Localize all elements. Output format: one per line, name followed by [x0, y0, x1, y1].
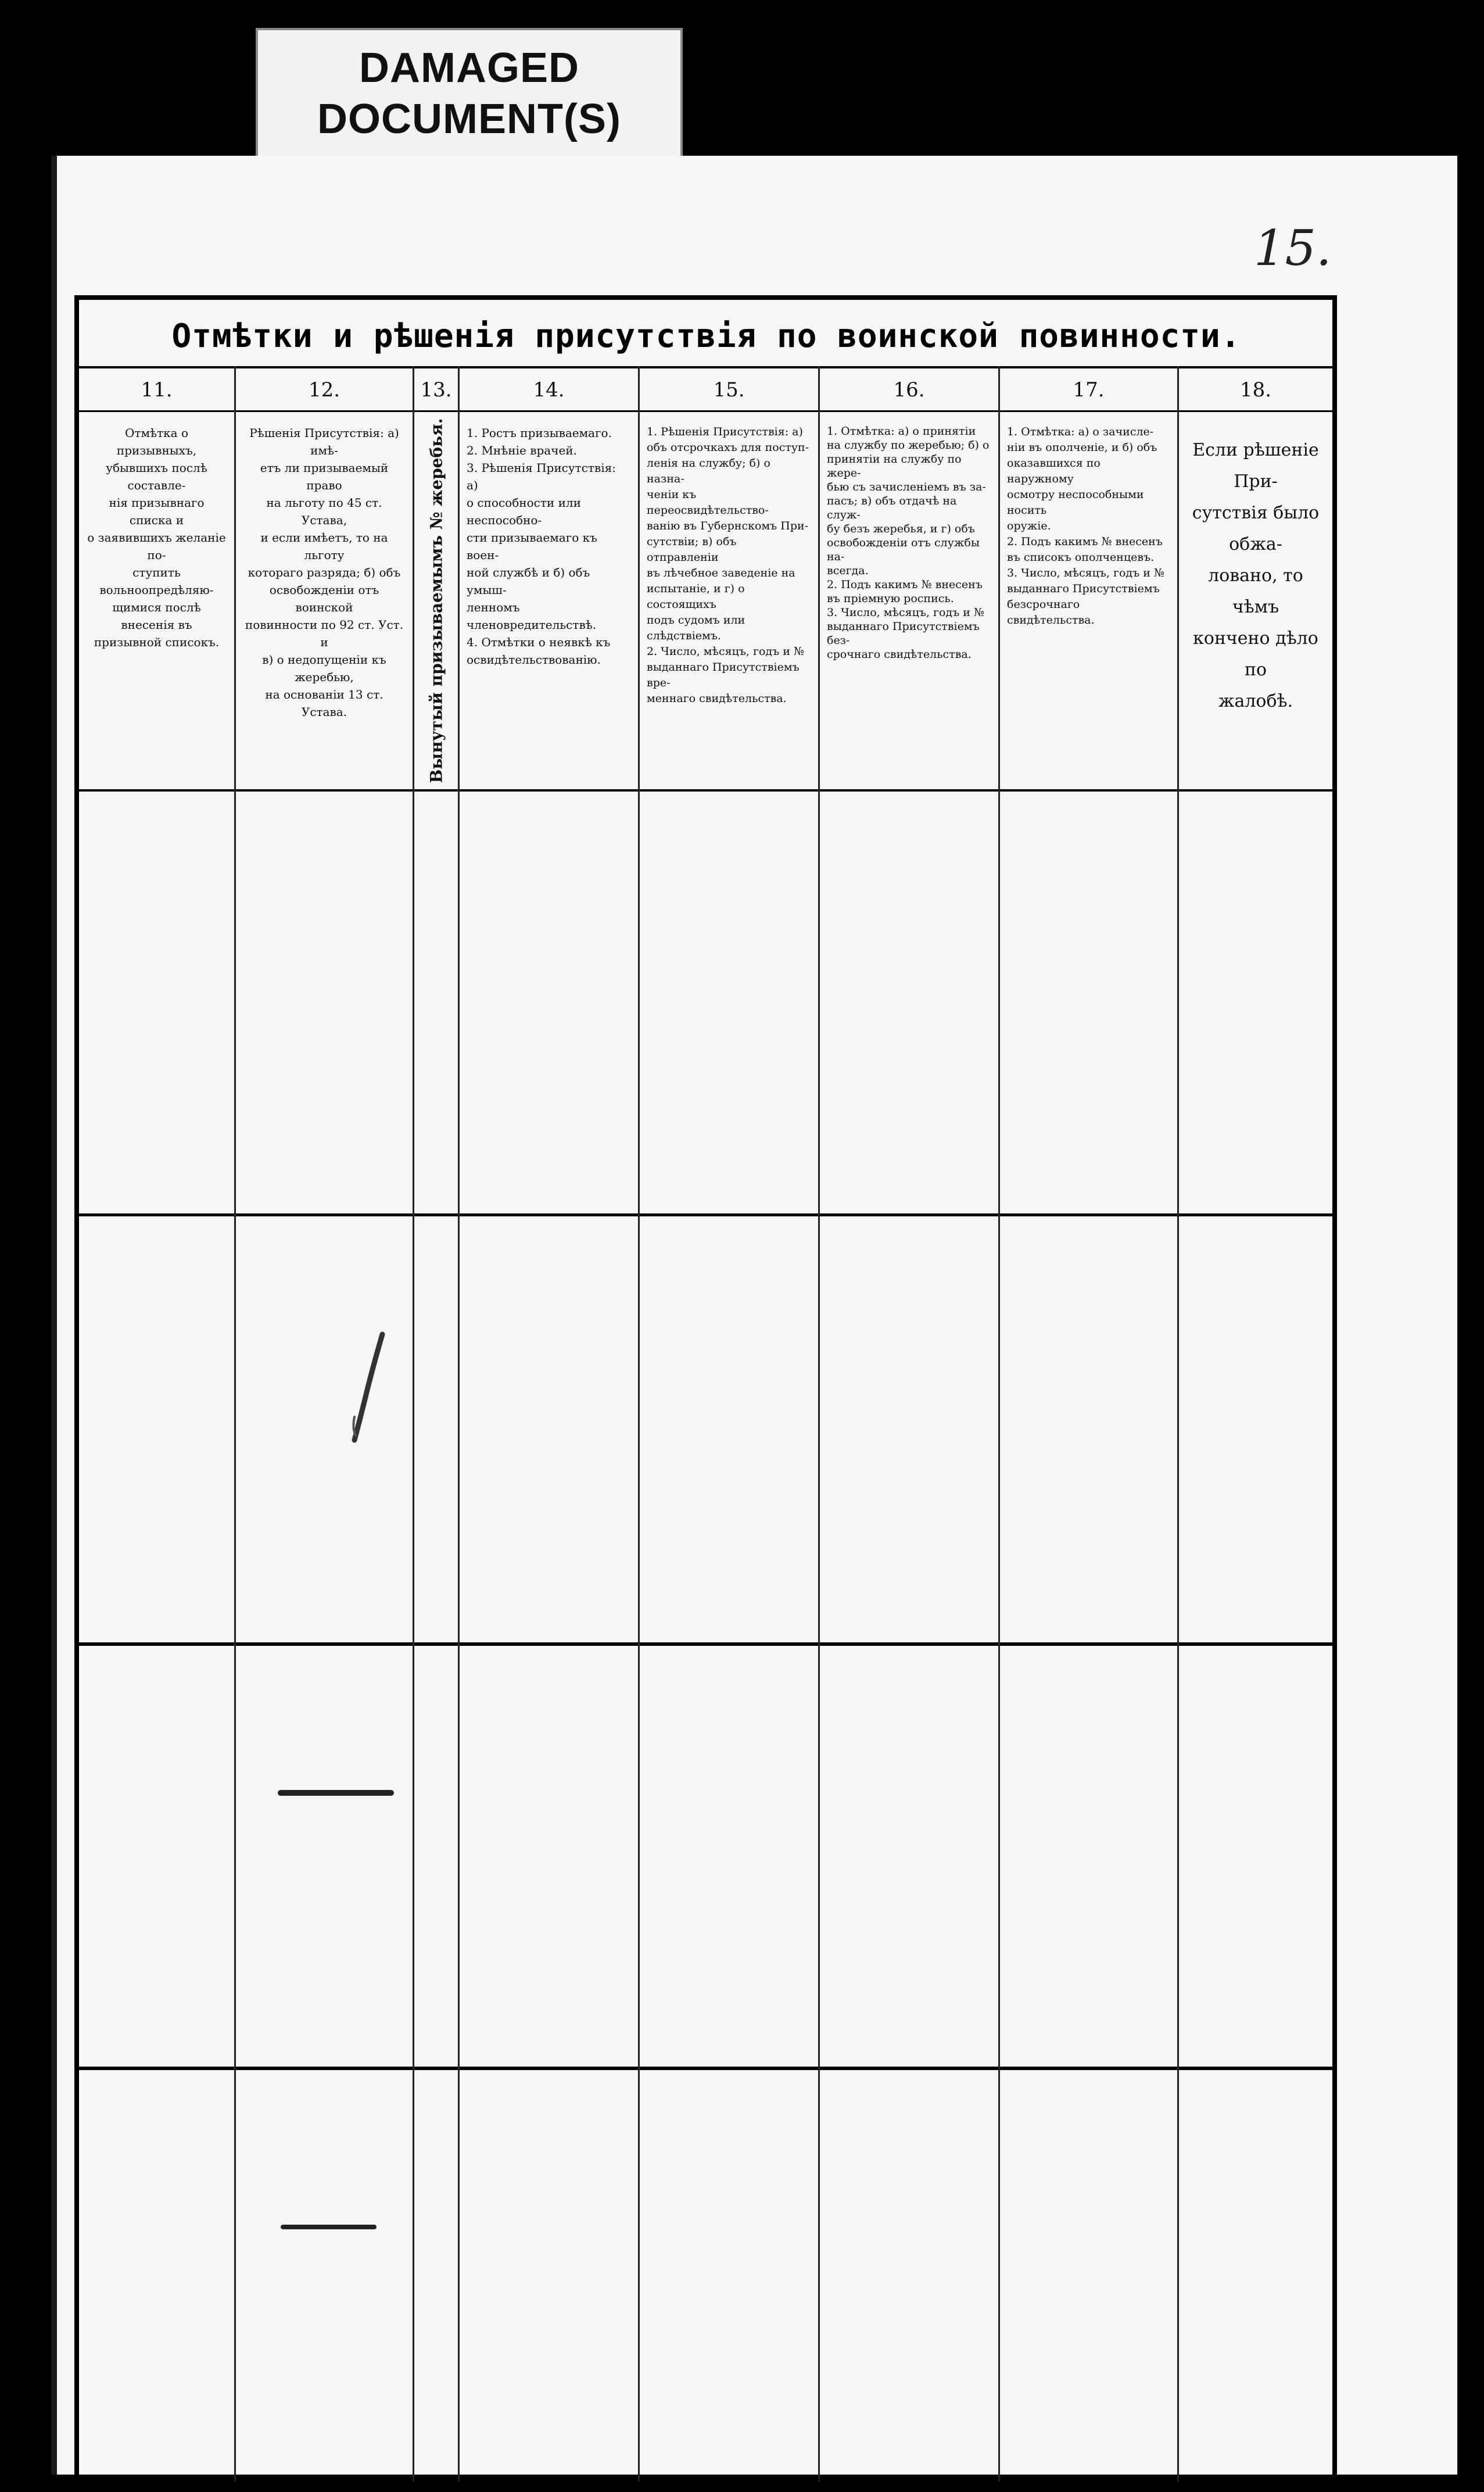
damaged-document-stamp [256, 28, 683, 159]
col-14-line: освидѣтельствованію. [467, 653, 601, 667]
col-14-header [460, 411, 638, 667]
col-16-line: 1. Отмѣтка: а) о принятіи [827, 425, 976, 438]
col-15-line: ванію въ Губернскомъ При- [647, 520, 809, 532]
col-17-line: въ списокъ ополченцевъ. [1007, 551, 1155, 564]
col-14-line: о способности или неспособно- [467, 496, 581, 527]
col-12-number: 12. [308, 378, 340, 402]
col-14-line: 4. Отмѣтки о неявкѣ къ [467, 635, 611, 649]
col-16-line: срочнаго свидѣтельства. [827, 648, 972, 661]
col-17-number: 17. [1073, 378, 1105, 402]
col-14-line: 1. Ростъ призываемаго. [467, 426, 612, 440]
col-divider-14-15 [638, 366, 640, 2482]
col-12-line: и если имѣетъ, то на льготу [260, 531, 388, 562]
col-12-line: котораго разряда; б) объ [248, 565, 401, 579]
col-16-line: освобожденіи отъ службы на- [827, 536, 980, 563]
stamp-line-2: DOCUMENT(S) [317, 95, 621, 142]
col-12-line: на льготу по 45 ст. Устава, [266, 496, 382, 527]
col-14-line: 2. Мнѣніе врачей. [467, 443, 577, 457]
col-16-line: на службу по жеребью; б) о [827, 439, 990, 452]
col-12-line: Рѣшенія Присутствія: а) имѣ- [249, 426, 399, 457]
col-16-line: всегда. [827, 564, 869, 577]
col-18-line: Если рѣшеніе При- [1192, 440, 1319, 492]
col-15-line: 1. Рѣшенія Присутствія: а) [647, 425, 803, 438]
col-17-line: безсрочнаго свидѣтельства. [1007, 598, 1095, 626]
header-divider [74, 789, 1337, 792]
col-18-header [1179, 411, 1332, 711]
col-16-line: пасъ; в) объ отдачѣ на служ- [827, 495, 957, 521]
table-right-border [1332, 295, 1337, 2475]
col-15-line: ленія на службу; б) о назна- [647, 457, 770, 485]
col-12-line: в) о недопущеніи къ жеребью, [262, 653, 386, 684]
col-18-line: кончено дѣло по [1193, 628, 1318, 680]
col-16-line: принятіи на службу по жере- [827, 453, 962, 479]
handwritten-one-mark [342, 1330, 394, 1446]
col-14-line: 3. Рѣшенія Присутствія: а) [467, 461, 616, 492]
col-17-line: 2. Подъ какимъ № внесенъ [1007, 535, 1163, 548]
col-11-line: призывной списокъ. [94, 635, 220, 649]
col-15-number: 15. [713, 378, 745, 402]
col-17-header [1000, 411, 1177, 626]
col-11-line: Отмѣтка о призывныхъ, [116, 426, 197, 457]
col-12-line: на основаніи 13 ст. Устава. [265, 688, 383, 719]
col-17-line: 3. Число, мѣсяцъ, годъ и № [1007, 567, 1164, 579]
col-17-line: выданнаго Присутствіемъ [1007, 582, 1160, 595]
col-15-line: сутствіи; в) объ отправленіи [647, 535, 737, 564]
row-divider-2 [74, 1642, 1337, 1646]
col-11-header [79, 411, 234, 649]
col-12-line: повинности по 92 ст. Уст. и [245, 618, 404, 649]
col-15-line: ченіи къ переосвидѣтельство- [647, 488, 769, 517]
col-16-line: 2. Подъ какимъ № внесенъ [827, 578, 983, 591]
col-11-line: ступить вольноопредѣляю- [99, 565, 214, 597]
col-divider-15-16 [818, 366, 820, 2482]
page-number: 15. [1254, 220, 1332, 277]
col-17-line: ніи въ ополченіе, и б) объ [1007, 441, 1157, 454]
col-12-header [236, 411, 413, 719]
col-15-line: испытаніе, и г) о состоящихъ [647, 582, 745, 611]
title-divider [74, 366, 1337, 368]
col-17-line: 1. Отмѣтка: а) о зачисле- [1007, 425, 1154, 438]
ledger-page [51, 156, 1457, 2475]
stamp-line-1: DAMAGED [359, 44, 579, 91]
col-11-line: убывшихъ послѣ составле- [106, 461, 207, 492]
col-17-line: осмотру неспособными носить [1007, 488, 1144, 517]
col-17-line: оружіе. [1007, 520, 1051, 532]
col-16-line: бу безъ жеребья, и г) объ [827, 522, 975, 535]
col-divider-16-17 [998, 366, 1000, 2482]
col-15-line: 2. Число, мѣсяцъ, годъ и № [647, 645, 804, 658]
col-divider-17-18 [1177, 366, 1179, 2482]
col-15-line: объ отсрочкахъ для поступ- [647, 441, 809, 454]
col-16-line: въ пріемную роспись. [827, 592, 954, 605]
col-11-line: о заявившихъ желаніе по- [87, 531, 226, 562]
handwritten-dash-row3 [278, 1790, 394, 1796]
col-13-header [414, 411, 459, 789]
col-15-line: меннаго свидѣтельства. [647, 692, 787, 705]
col-15-line: выданнаго Присутствіемъ вре- [647, 661, 800, 689]
col-17-line: оказавшихся по наружному [1007, 457, 1101, 485]
col-16-line: 3. Число, мѣсяцъ, годъ и № [827, 606, 984, 619]
col-13-number: 13. [420, 378, 452, 402]
col-15-line: въ лѣчебное заведеніе на [647, 567, 795, 579]
col-18-line: жалобѣ. [1218, 691, 1293, 711]
col-11-line: нія призывнаго списка и [109, 496, 205, 527]
col-14-number: 14. [533, 378, 565, 402]
col-13-vertical-text: Вынутый призываемымъ № жеребья. [426, 418, 446, 783]
col-16-header [820, 411, 998, 661]
col-divider-11-12 [234, 366, 236, 2482]
col-15-header [640, 411, 818, 705]
col-18-line: ловано, то чѣмъ [1208, 565, 1303, 617]
col-12-line: етъ ли призываемый право [260, 461, 389, 492]
col-14-line: сти призываемаго къ воен- [467, 531, 597, 562]
col-14-line: ной службѣ и б) объ умыш- [467, 565, 590, 597]
row-divider-1 [74, 1213, 1337, 1216]
col-12-line: освобожденіи отъ воинской [269, 583, 379, 614]
col-18-number: 18. [1239, 378, 1272, 402]
col-16-line: выданнаго Присутствіемъ без- [827, 620, 980, 647]
handwritten-dash-row4 [281, 2225, 377, 2229]
row-divider-3 [74, 2067, 1337, 2070]
table-title: Отмѣтки и рѣшенія присутствія по воинской повинности. [171, 317, 1241, 355]
col-14-line: ленномъ членовредительствѣ. [467, 600, 597, 632]
col-11-line: щимися послѣ внесенія въ [112, 600, 201, 632]
col-16-number: 16. [893, 378, 925, 402]
col-18-line: сутствія было обжа- [1192, 503, 1320, 554]
col-15-line: подъ судомъ или слѣдствіемъ. [647, 614, 745, 642]
col-11-number: 11. [141, 378, 173, 402]
col-16-line: бью съ зачисленіемъ въ за- [827, 481, 986, 493]
